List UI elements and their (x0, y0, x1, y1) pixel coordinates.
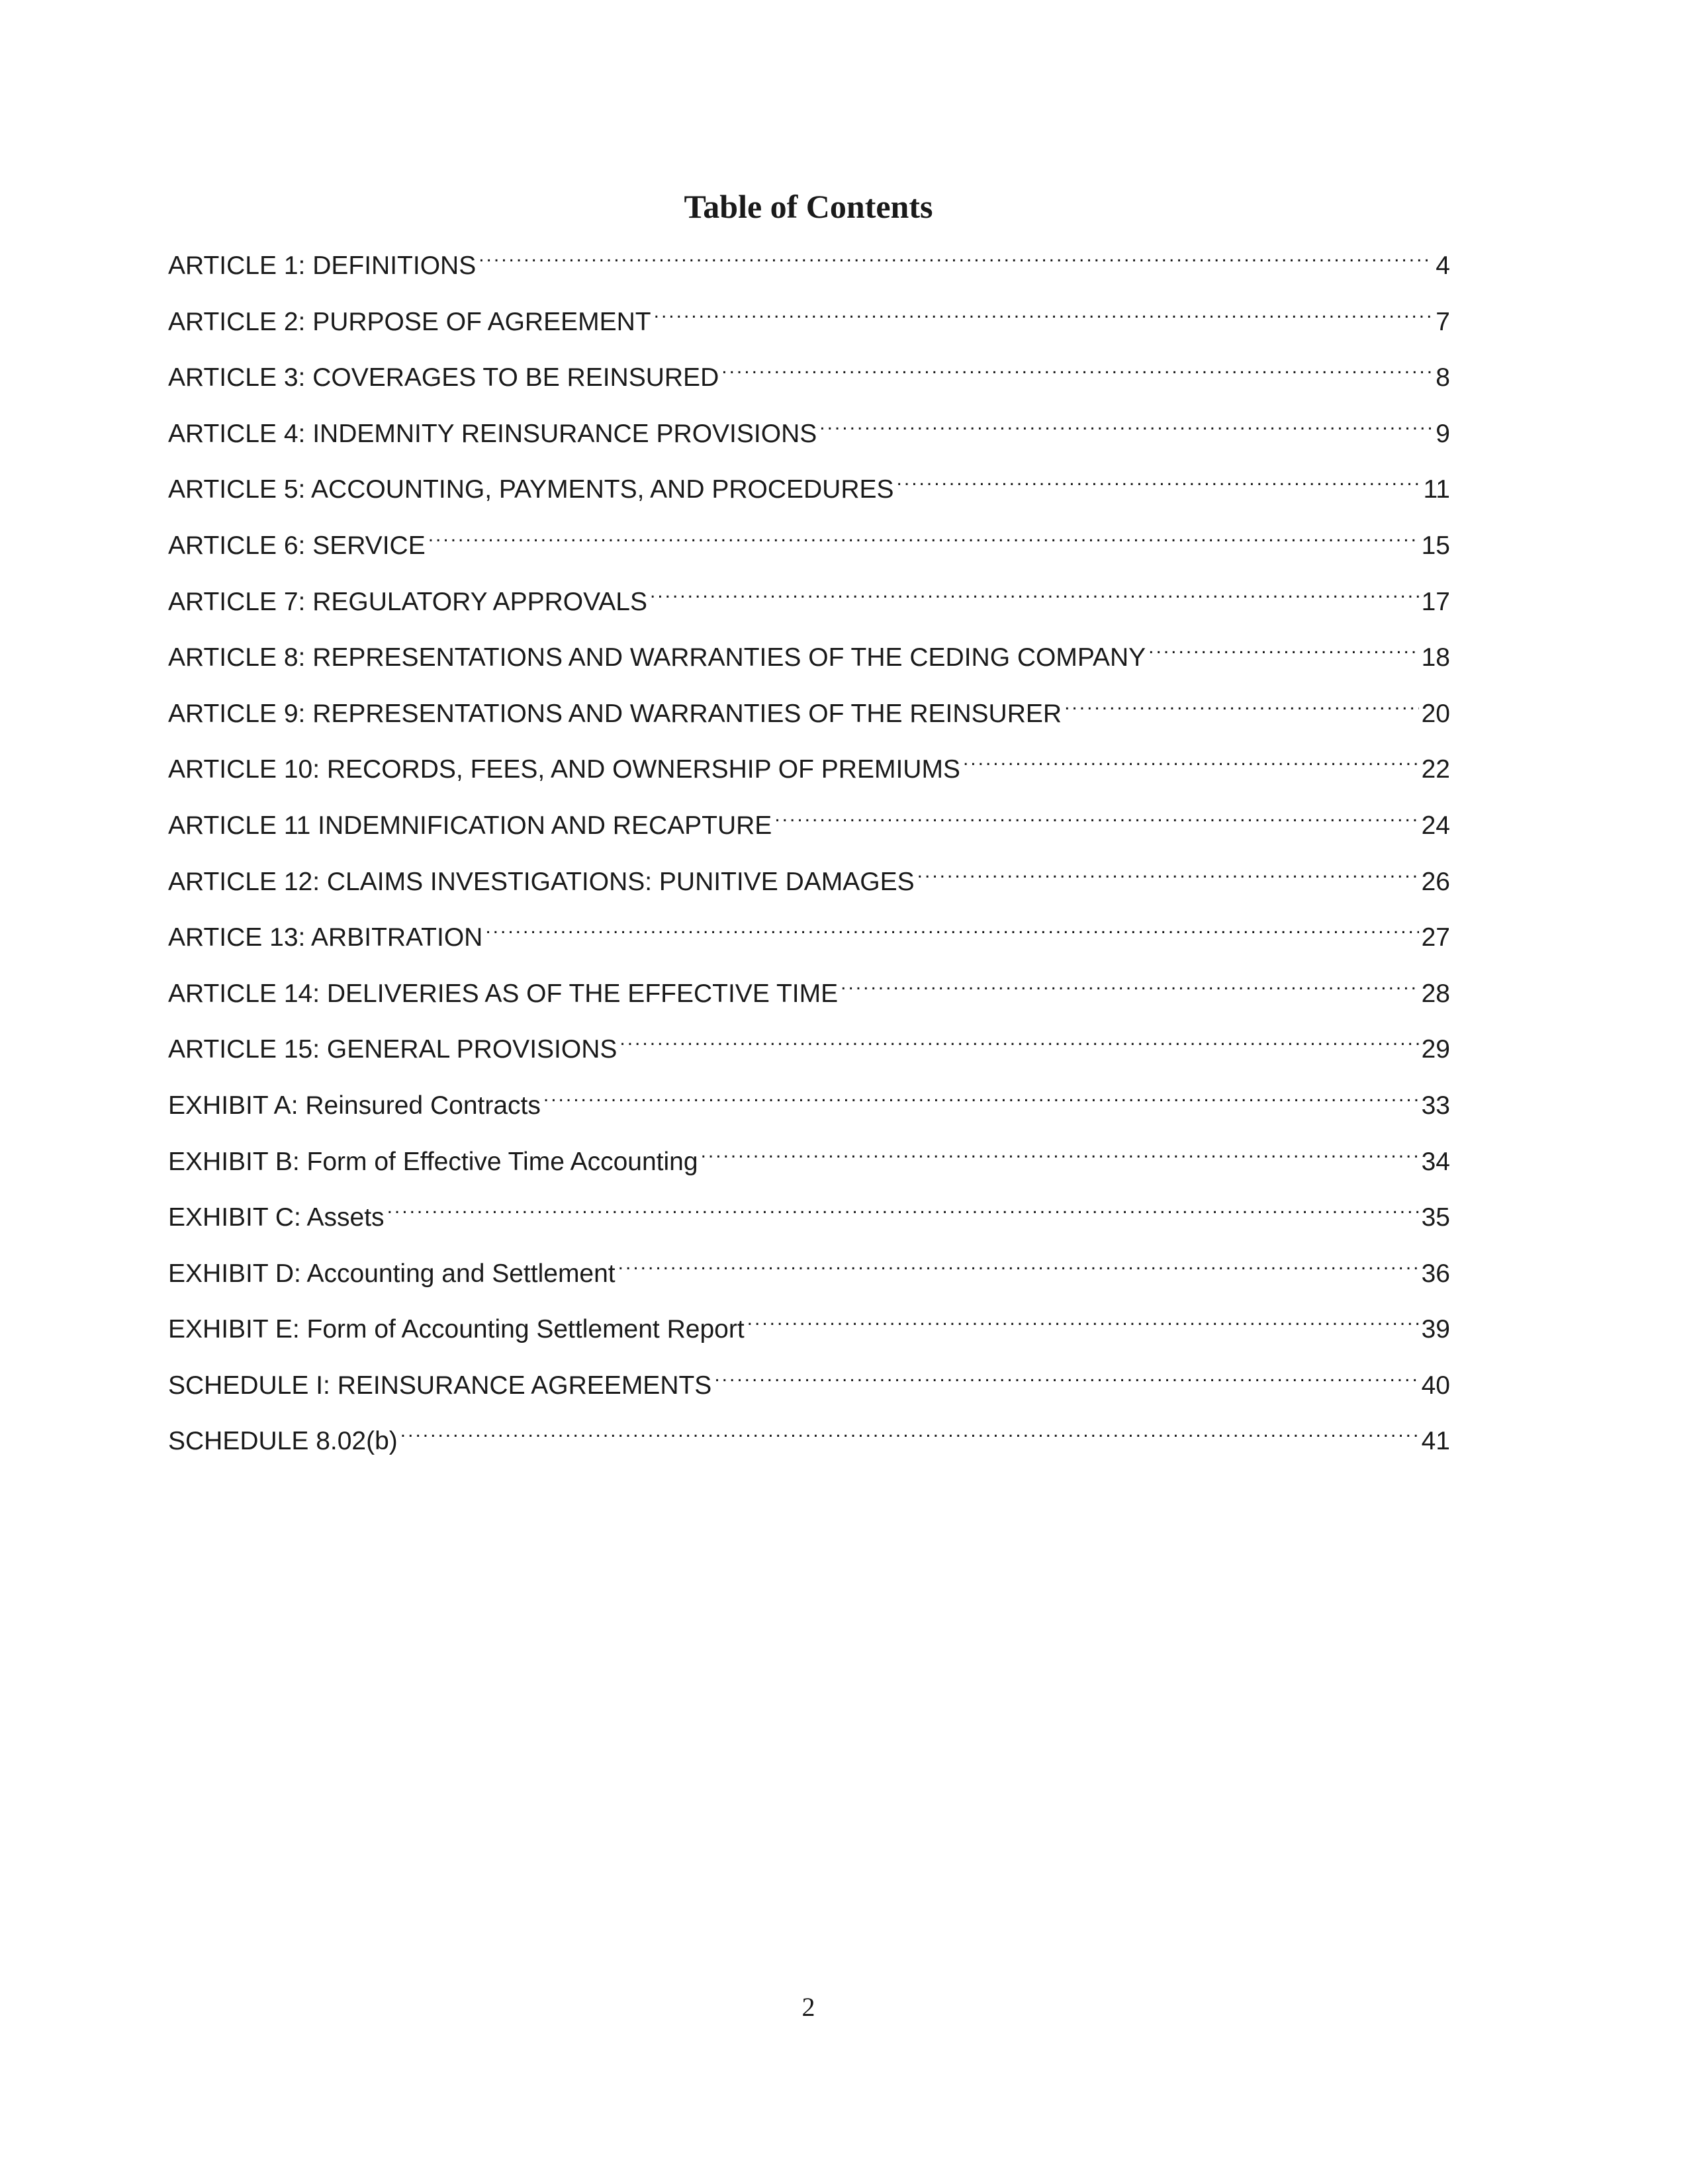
dot-leader (618, 1240, 1419, 1282)
toc-entry[interactable] (168, 1295, 1450, 1351)
dot-leader (654, 288, 1434, 330)
toc-entry-page-number[interactable]: 7 (1436, 307, 1450, 336)
toc-entry-label[interactable]: ARTICLE 3: COVERAGES TO BE REINSURED (168, 363, 719, 392)
toc-entry-label[interactable]: ARTICLE 7: REGULATORY APPROVALS (168, 587, 647, 616)
toc-entry[interactable] (168, 1128, 1450, 1184)
toc-entry[interactable] (168, 232, 1450, 288)
dot-leader (619, 1015, 1418, 1058)
toc-entry-page-number[interactable]: 26 (1421, 867, 1450, 896)
toc-entry-page-number[interactable]: 9 (1436, 419, 1450, 448)
toc-entry-label[interactable]: EXHIBIT A: Reinsured Contracts (168, 1091, 541, 1120)
dot-leader (774, 792, 1418, 834)
toc-entry[interactable] (168, 1015, 1450, 1071)
toc-entry-label[interactable]: ARTICLE 9: REPRESENTATIONS AND WARRANTIES OF THE REINSURER (168, 699, 1062, 728)
toc-entry-page-number[interactable]: 22 (1421, 755, 1450, 784)
toc-entry-page-number[interactable]: 39 (1421, 1315, 1450, 1344)
dot-leader (721, 343, 1433, 386)
toc-entry-label[interactable]: EXHIBIT C: Assets (168, 1203, 385, 1232)
dot-leader (479, 232, 1433, 274)
toc-entry[interactable] (168, 1407, 1450, 1463)
toc-entry-page-number[interactable]: 17 (1421, 587, 1450, 616)
toc-entry-label[interactable]: ARTICLE 12: CLAIMS INVESTIGATIONS: PUNITIVE DAMAGES (168, 867, 915, 896)
toc-entry-page-number[interactable]: 34 (1421, 1147, 1450, 1176)
dot-leader (917, 848, 1419, 890)
toc-entry-label[interactable]: SCHEDULE I: REINSURANCE AGREEMENTS (168, 1371, 712, 1400)
dot-leader (1148, 623, 1418, 666)
dot-leader (819, 400, 1433, 442)
toc-entry-page-number[interactable]: 36 (1421, 1259, 1450, 1288)
toc-entry-label[interactable]: ARTICLE 14: DELIVERIES AS OF THE EFFECTIVE TIME (168, 979, 839, 1008)
toc-entry[interactable] (168, 735, 1450, 792)
toc-entry[interactable] (168, 400, 1450, 456)
toc-entry-label[interactable]: ARTICE 13: ARBITRATION (168, 923, 483, 952)
toc-entry-page-number[interactable]: 11 (1423, 475, 1450, 504)
dot-leader (428, 512, 1419, 554)
toc-entry-page-number[interactable]: 33 (1421, 1091, 1450, 1120)
toc-entry[interactable] (168, 680, 1450, 736)
toc-entry-page-number[interactable]: 18 (1421, 643, 1450, 672)
toc-entry-label[interactable]: SCHEDULE 8.02(b) (168, 1427, 398, 1456)
dot-leader (714, 1351, 1418, 1394)
dot-leader (387, 1183, 1419, 1226)
toc-entry-label[interactable]: ARTICLE 2: PURPOSE OF AGREEMENT (168, 307, 651, 336)
toc-entry-label[interactable]: ARTICLE 5: ACCOUNTING, PAYMENTS, AND PROCEDURES (168, 475, 894, 504)
page-number: 2 (801, 1992, 815, 2022)
dot-leader (400, 1407, 1419, 1449)
toc-entry-label[interactable]: ARTICLE 6: SERVICE (168, 531, 426, 560)
toc-entry-page-number[interactable]: 24 (1421, 811, 1450, 840)
toc-entry[interactable] (168, 1240, 1450, 1296)
toc-entry[interactable] (168, 623, 1450, 680)
toc-entry[interactable] (168, 848, 1450, 904)
toc-entry-page-number[interactable]: 8 (1436, 363, 1450, 392)
toc-entry[interactable] (168, 455, 1450, 512)
toc-entry-page-number[interactable]: 20 (1421, 699, 1450, 728)
dot-leader (650, 568, 1419, 610)
toc-entry-label[interactable]: ARTICLE 4: INDEMNITY REINSURANCE PROVISIONS (168, 419, 817, 448)
toc-entry[interactable] (168, 960, 1450, 1016)
toc-entry[interactable] (168, 1183, 1450, 1240)
toc-entry[interactable] (168, 792, 1450, 848)
toc-entry[interactable] (168, 568, 1450, 624)
dot-leader (485, 903, 1418, 946)
toc-entry[interactable] (168, 343, 1450, 400)
dot-leader (701, 1128, 1419, 1170)
toc-entry-label[interactable]: EXHIBIT E: Form of Accounting Settlement Report (168, 1315, 745, 1344)
toc-entry[interactable] (168, 512, 1450, 568)
toc-entry-label[interactable]: EXHIBIT B: Form of Effective Time Accounting (168, 1147, 698, 1176)
toc-entry-label[interactable]: ARTICLE 10: RECORDS, FEES, AND OWNERSHIP OF PREMIUMS (168, 755, 960, 784)
toc-entry-page-number[interactable]: 4 (1436, 251, 1450, 280)
toc-entry-page-number[interactable]: 35 (1421, 1203, 1450, 1232)
toc-entry[interactable] (168, 288, 1450, 344)
toc-entry-label[interactable]: ARTICLE 11 INDEMNIFICATION AND RECAPTURE (168, 811, 772, 840)
dot-leader (963, 735, 1419, 778)
toc-entry-page-number[interactable]: 27 (1421, 923, 1450, 952)
toc-entry-page-number[interactable]: 15 (1421, 531, 1450, 560)
toc-entry-label[interactable]: EXHIBIT D: Accounting and Settlement (168, 1259, 616, 1288)
toc-entry[interactable] (168, 1351, 1450, 1408)
toc-entry-label[interactable]: ARTICLE 1: DEFINITIONS (168, 251, 477, 280)
toc-entry-label[interactable]: ARTICLE 8: REPRESENTATIONS AND WARRANTIES OF THE CEDING COMPANY (168, 643, 1146, 672)
toc-entry[interactable] (168, 903, 1450, 960)
toc-entry-page-number[interactable]: 41 (1421, 1427, 1450, 1456)
dot-leader (543, 1071, 1419, 1114)
dot-leader (1064, 680, 1419, 722)
table-of-contents (168, 232, 1450, 1463)
toc-entry-label[interactable]: ARTICLE 15: GENERAL PROVISIONS (168, 1035, 617, 1064)
toc-entry-page-number[interactable]: 29 (1421, 1035, 1450, 1064)
dot-leader (897, 455, 1421, 498)
dot-leader (747, 1295, 1419, 1338)
page-title: Table of Contents (684, 188, 933, 225)
toc-entry-page-number[interactable]: 40 (1421, 1371, 1450, 1400)
toc-entry[interactable] (168, 1071, 1450, 1128)
dot-leader (841, 960, 1418, 1002)
toc-entry-page-number[interactable]: 28 (1421, 979, 1450, 1008)
